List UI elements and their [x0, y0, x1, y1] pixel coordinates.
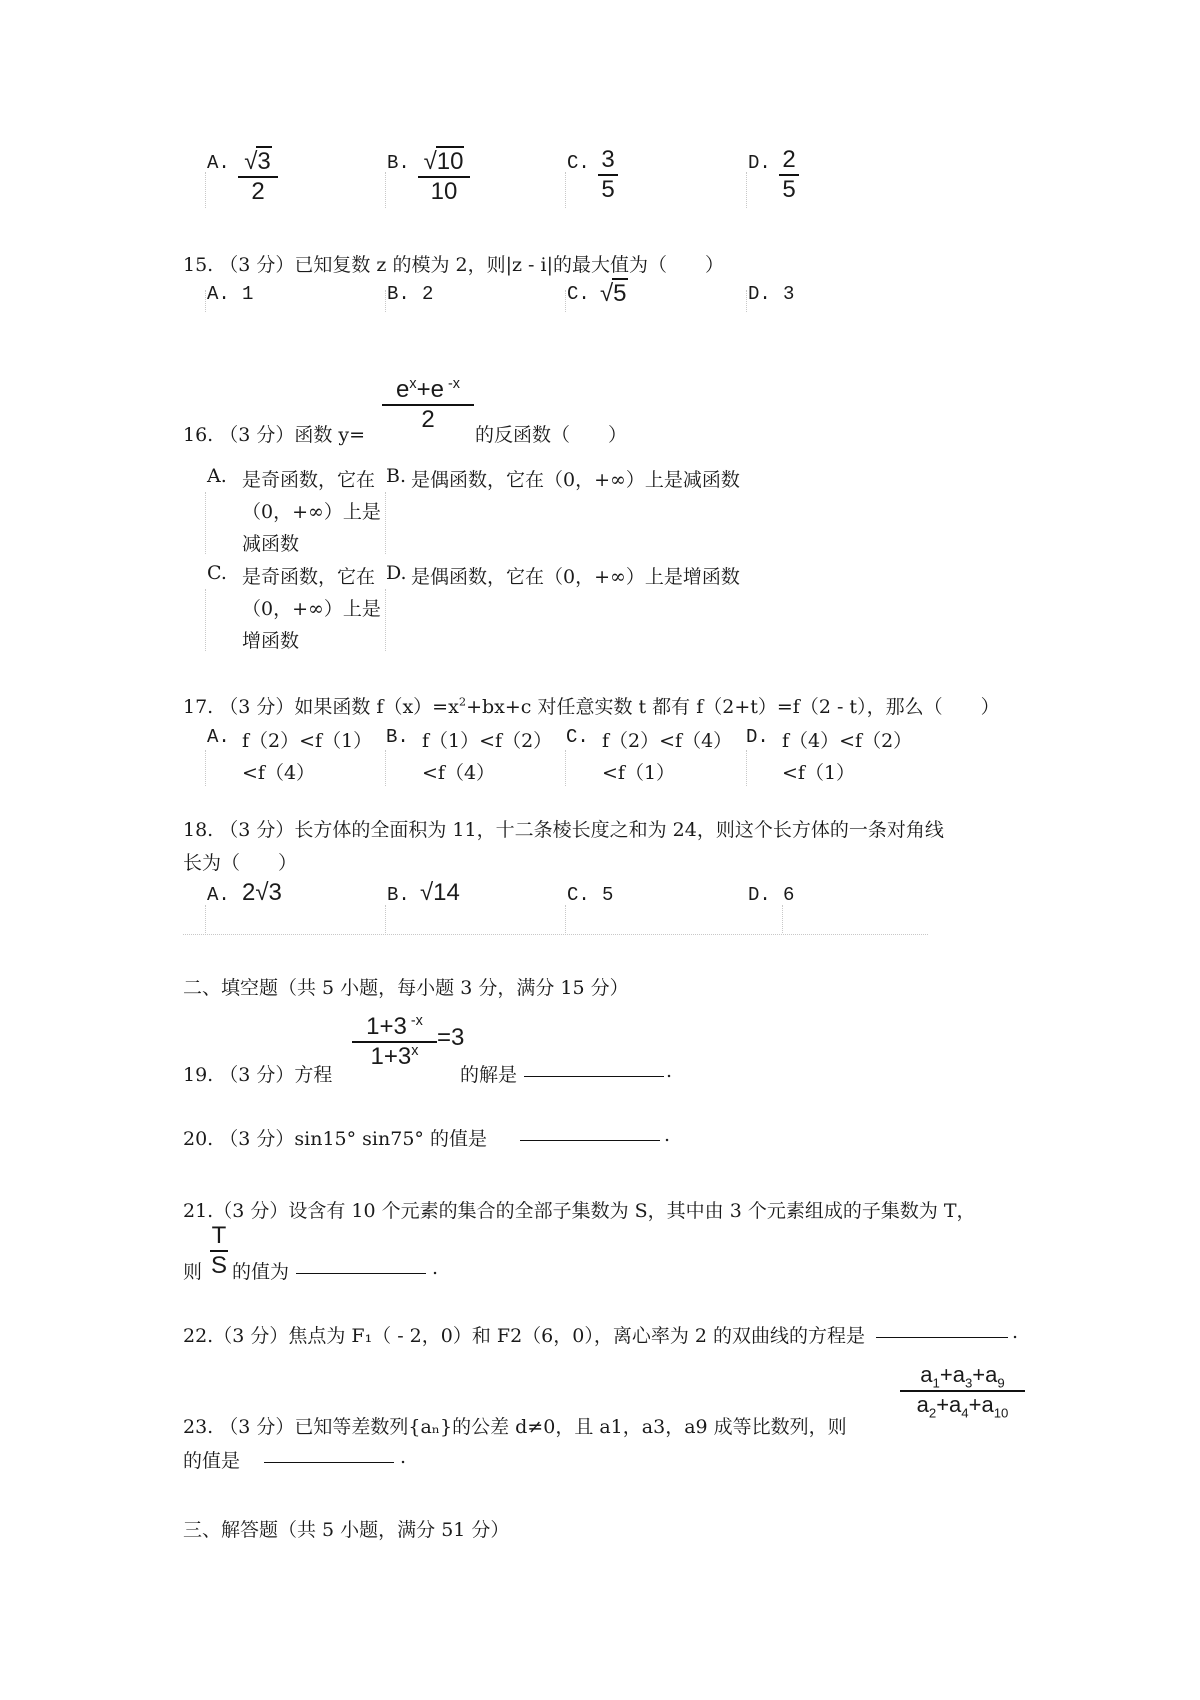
- q19-fraction: [352, 1013, 437, 1071]
- q14-option-c-letter: C.: [567, 152, 590, 174]
- q17-stem: 17. （3 分）如果函数 $f(x)=x^2+bx+c$ 对任意实数 t 都有 f（2+t）=f（2 - t），那么（ ）: [183, 694, 1000, 718]
- q18-stem-line1: 18. （3 分）长方体的全面积为 11，十二条棱长度之和为 24，则这个长方体的一条对角线: [183, 819, 944, 841]
- q18-option-d-value: 6: [783, 884, 795, 906]
- q16-option-b-text: 是偶函数，它在（0，+∞）上是减函数: [411, 469, 740, 491]
- q14-option-c-numerator: 3: [601, 146, 615, 173]
- q21-prefix: 则: [183, 1261, 203, 1283]
- q17-option-a-letter: A.: [207, 726, 230, 748]
- q16-option-a-line1: 是奇函数，它在: [242, 469, 376, 491]
- q17-option-a-line1: f（2）<f（1）: [242, 730, 373, 752]
- q15-option-a-value: 1: [242, 283, 254, 305]
- q17-option-d-letter: D.: [746, 726, 769, 748]
- q16-option-d-text: 是偶函数，它在（0，+∞）上是增函数: [411, 566, 740, 588]
- q18-option-d-letter: D.: [748, 884, 771, 906]
- q15-option-c-value: √5: [600, 280, 627, 307]
- q19-fraction-denominator: $1+3^x$: [370, 1043, 419, 1070]
- q15-option-b-value: 2: [422, 283, 434, 305]
- q18-option-c-value: 5: [602, 884, 614, 906]
- q16-option-b-letter: B.: [386, 465, 407, 487]
- q18-option-a-value: 2√3: [242, 879, 282, 906]
- q14-option-b-numerator: 10: [436, 148, 464, 175]
- q17-option-b-letter: B.: [386, 726, 409, 748]
- q23-stem-line1: 23. （3 分）已知等差数列{aₙ}的公差 d≠0，且 a1，a3，a9 成等比数列，则: [183, 1416, 847, 1438]
- q23-fraction: [900, 1362, 1025, 1421]
- q15-option-a-letter: A.: [207, 283, 230, 305]
- q14-option-d-fraction: [779, 146, 799, 204]
- q16-fraction-numerator: $e^x+e$ $^{-x}$: [396, 376, 460, 403]
- q17-option-c-letter: C.: [566, 726, 589, 748]
- q14-option-c-fraction: [598, 146, 618, 204]
- q17-option-c-line1: f（2）<f（4）: [602, 730, 733, 752]
- q16-fraction: [382, 376, 474, 434]
- q17-option-a-line2: <f（4）: [242, 762, 316, 784]
- q15-option-d-letter: D.: [748, 283, 771, 305]
- q16-stem-prefix: 16. （3 分）函数 y=: [183, 424, 366, 446]
- q18-option-a-letter: A.: [207, 884, 230, 906]
- q14-option-d-letter: D.: [748, 152, 771, 174]
- q20-stem: 20. （3 分）sin15° sin75° 的值是: [183, 1128, 487, 1150]
- q21-fraction-denominator: S: [210, 1252, 227, 1279]
- q22-stem: 22.（3 分）焦点为 F₁（ - 2，0）和 F2（6，0），离心率为 2 的双曲线的方程是: [183, 1325, 866, 1347]
- q23-fraction-numerator: $a_1+a_3+a_9$: [920, 1362, 1005, 1391]
- q16-option-a-line3: 减函数: [242, 533, 300, 555]
- q16-fraction-denominator: 2: [421, 406, 435, 433]
- q14-option-a-fraction: √3 2: [238, 146, 278, 206]
- q14-option-a-denominator: 2: [251, 178, 265, 205]
- q20-answer-blank[interactable]: [520, 1124, 660, 1146]
- q16-option-a-line2: （0，+∞）上是: [242, 501, 381, 523]
- section-2-heading: 二、填空题（共 5 小题，每小题 3 分，满分 15 分）: [183, 977, 629, 999]
- q19-stem-prefix: 19. （3 分）方程: [183, 1064, 333, 1086]
- q18-option-c-letter: C.: [567, 884, 590, 906]
- q16-option-d-letter: D.: [386, 562, 407, 584]
- q16-option-c-letter: C.: [207, 562, 227, 584]
- q15-option-c-letter: C.: [567, 283, 590, 305]
- q16-option-c-line2: （0，+∞）上是: [242, 598, 381, 620]
- q18-option-b-value: √14: [420, 879, 460, 906]
- q22-period: .: [1012, 1321, 1019, 1343]
- q19-answer-blank[interactable]: [524, 1060, 664, 1082]
- q16-option-c-line3: 增函数: [242, 630, 300, 652]
- q23-answer-blank[interactable]: [264, 1446, 394, 1468]
- q14-option-b-fraction: √10 10: [418, 146, 470, 206]
- q21-fraction-numerator: T: [211, 1222, 227, 1249]
- q17-option-c-line2: <f（1）: [602, 762, 676, 784]
- q23-stem-line2: 的值是: [183, 1450, 241, 1472]
- q17-option-d-line1: f（4）<f（2）: [782, 730, 913, 752]
- q14-option-d-denominator: 5: [782, 176, 796, 203]
- q16-option-a-letter: A.: [207, 465, 227, 487]
- q14-option-b-denominator: 10: [430, 178, 458, 205]
- q23-fraction-denominator: $a_2+a_4+a_{10}$: [916, 1392, 1009, 1421]
- q21-stem-line1: 21.（3 分）设含有 10 个元素的集合的全部子集数为 S，其中由 3 个元素组成的子集数为 T，: [183, 1200, 976, 1222]
- q14-option-a-letter: A.: [207, 152, 230, 174]
- q14-option-c-denominator: 5: [601, 176, 615, 203]
- q17-option-b-line2: <f（4）: [422, 762, 496, 784]
- q16-stem-suffix: 的反函数（ ）: [475, 424, 628, 446]
- q18-option-b-letter: B.: [387, 884, 410, 906]
- q19-rhs: =3: [437, 1024, 465, 1051]
- q17-option-d-line2: <f（1）: [782, 762, 856, 784]
- q21-fraction: [210, 1222, 228, 1280]
- q20-period: .: [664, 1124, 671, 1146]
- q21-suffix: 的值为: [232, 1261, 290, 1283]
- q16-option-c-line1: 是奇函数，它在: [242, 566, 376, 588]
- q14-option-d-numerator: 2: [782, 146, 796, 173]
- q19-period: .: [666, 1060, 673, 1082]
- q17-option-b-line1: f（1）<f（2）: [422, 730, 553, 752]
- q21-period: .: [432, 1257, 439, 1279]
- q22-answer-blank[interactable]: [876, 1321, 1008, 1343]
- q14-option-b-letter: B.: [387, 152, 410, 174]
- section-3-heading: 三、解答题（共 5 小题，满分 51 分）: [183, 1519, 510, 1541]
- q15-stem: 15. （3 分）已知复数 z 的模为 2，则|z - i|的最大值为（ ）: [183, 254, 724, 276]
- q15-option-b-letter: B.: [387, 283, 410, 305]
- q15-option-d-value: 3: [783, 283, 795, 305]
- q19-fraction-numerator: 1+3 $^{-x}$: [366, 1013, 423, 1040]
- q23-period: .: [400, 1446, 407, 1468]
- q14-option-a-numerator: 3: [257, 148, 271, 175]
- q21-answer-blank[interactable]: [296, 1257, 426, 1279]
- q18-stem-line2: 长为（ ）: [183, 852, 298, 874]
- q19-stem-suffix: 的解是: [460, 1064, 518, 1086]
